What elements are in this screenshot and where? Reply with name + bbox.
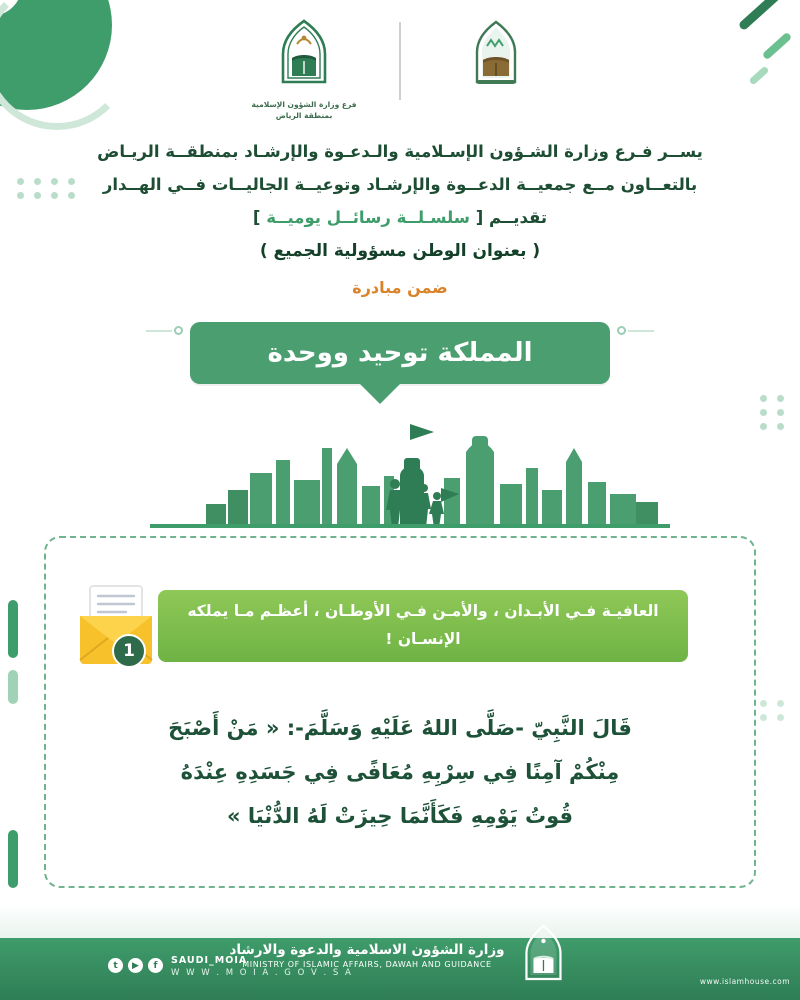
- message-card: [44, 536, 756, 888]
- footer-ministry-names: [229, 942, 504, 969]
- intro-line-3: [40, 201, 760, 234]
- facebook-icon[interactable]: f: [148, 958, 163, 973]
- intro-line-1: يســر فـرع وزارة الشـؤون الإسـلامية والـدعـوة والإرشـاد بمنطقــة الريـاض: [97, 142, 703, 161]
- initiative-banner-text: المملكة توحيد ووحدة: [267, 338, 533, 368]
- initiative-banner-wrapper: [190, 322, 610, 414]
- footer: [0, 904, 800, 1000]
- website-url[interactable]: W W W . M O I A . G O V . S A: [171, 968, 353, 978]
- decor-bar-left-1: [8, 600, 18, 658]
- banner-dot-right: [617, 326, 626, 335]
- footer-moia-emblem-icon: [517, 924, 571, 986]
- watermark-text: www.islamhouse.com: [699, 977, 790, 986]
- youtube-icon[interactable]: ▶: [128, 958, 143, 973]
- initiative-banner: [190, 322, 610, 384]
- ministry-name-en: MINISTRY OF ISLAMIC AFFAIRS, DAWAH AND GUIDANCE: [242, 959, 492, 969]
- banner-line-right: [628, 330, 654, 332]
- intro-series-highlight: سلسـلــة رسائــل يوميــة: [266, 208, 471, 227]
- caption-line-2: بمنطقة الرياض: [275, 111, 333, 121]
- riyadh-branch-emblem-icon: [271, 18, 337, 96]
- moia-emblem-icon: [463, 18, 529, 96]
- hadith-text: [86, 706, 714, 838]
- message-bubble: [158, 590, 688, 662]
- footer-identity: [229, 924, 570, 986]
- intro-initiative-label: ضمن مبادرة: [352, 278, 448, 297]
- banner-pointer: [358, 382, 402, 404]
- decor-dots-right-lower: [757, 700, 784, 721]
- message-row: [68, 582, 688, 660]
- intro-line-4: ( بعنوان الوطن مسؤولية الجميع ): [259, 241, 541, 261]
- ministry-name-ar: وزارة الشؤون الاسلامية والدعوة والارشاد: [229, 941, 505, 958]
- banner-line-left: [146, 330, 172, 332]
- banner-dot-left: [174, 326, 183, 335]
- intro-paragraph: [40, 135, 760, 304]
- intro-line-3-prefix: تقديــم [: [475, 208, 548, 227]
- message-text: العافيـة فـي الأبـدان ، والأمـن فـي الأوطـان ، أعظـم مـا يملكه الإنسـان !: [187, 602, 659, 648]
- social-icons[interactable]: [108, 958, 163, 973]
- riyadh-skyline-illustration: [0, 418, 800, 528]
- riyadh-branch-caption: [251, 99, 356, 122]
- hadith-line-3: قُوتُ يَوْمِهِ فَكَأَنَّمَا حِيزَتْ لَهُ الدُّنْيَا »: [227, 804, 573, 829]
- twitter-icon[interactable]: t: [108, 958, 123, 973]
- hadith-line-2: مِنْكُمْ آمِنًا فِي سِرْبِهِ مُعَافًى فِي جَسَدِهِ عِنْدَهُ: [180, 760, 620, 785]
- riyadh-branch-logo: [219, 18, 389, 122]
- intro-line-2: بالتعــاون مــع جمعيــة الدعــوة والإرشـاد وتوعيــة الجاليــات فــي الهــدار: [102, 175, 698, 194]
- hadith-line-1: قَالَ النَّبِيّ -صَلَّى اللهُ عَلَيْهِ وَسَلَّمَ-: « مَنْ أَصْبَحَ: [168, 716, 632, 740]
- header-logos: [0, 18, 800, 122]
- intro-line-3-suffix: ]: [252, 208, 261, 227]
- logo-divider: [399, 22, 401, 100]
- decor-bar-left-2: [8, 670, 18, 704]
- caption-line-1: فرع وزارة الشؤون الإسلامية: [251, 100, 357, 109]
- moia-logo: [411, 18, 581, 96]
- decor-bar-left-3: [8, 830, 18, 888]
- social-handle: SAUDI_MOIA: [171, 954, 248, 966]
- message-number-badge: 1: [112, 634, 146, 668]
